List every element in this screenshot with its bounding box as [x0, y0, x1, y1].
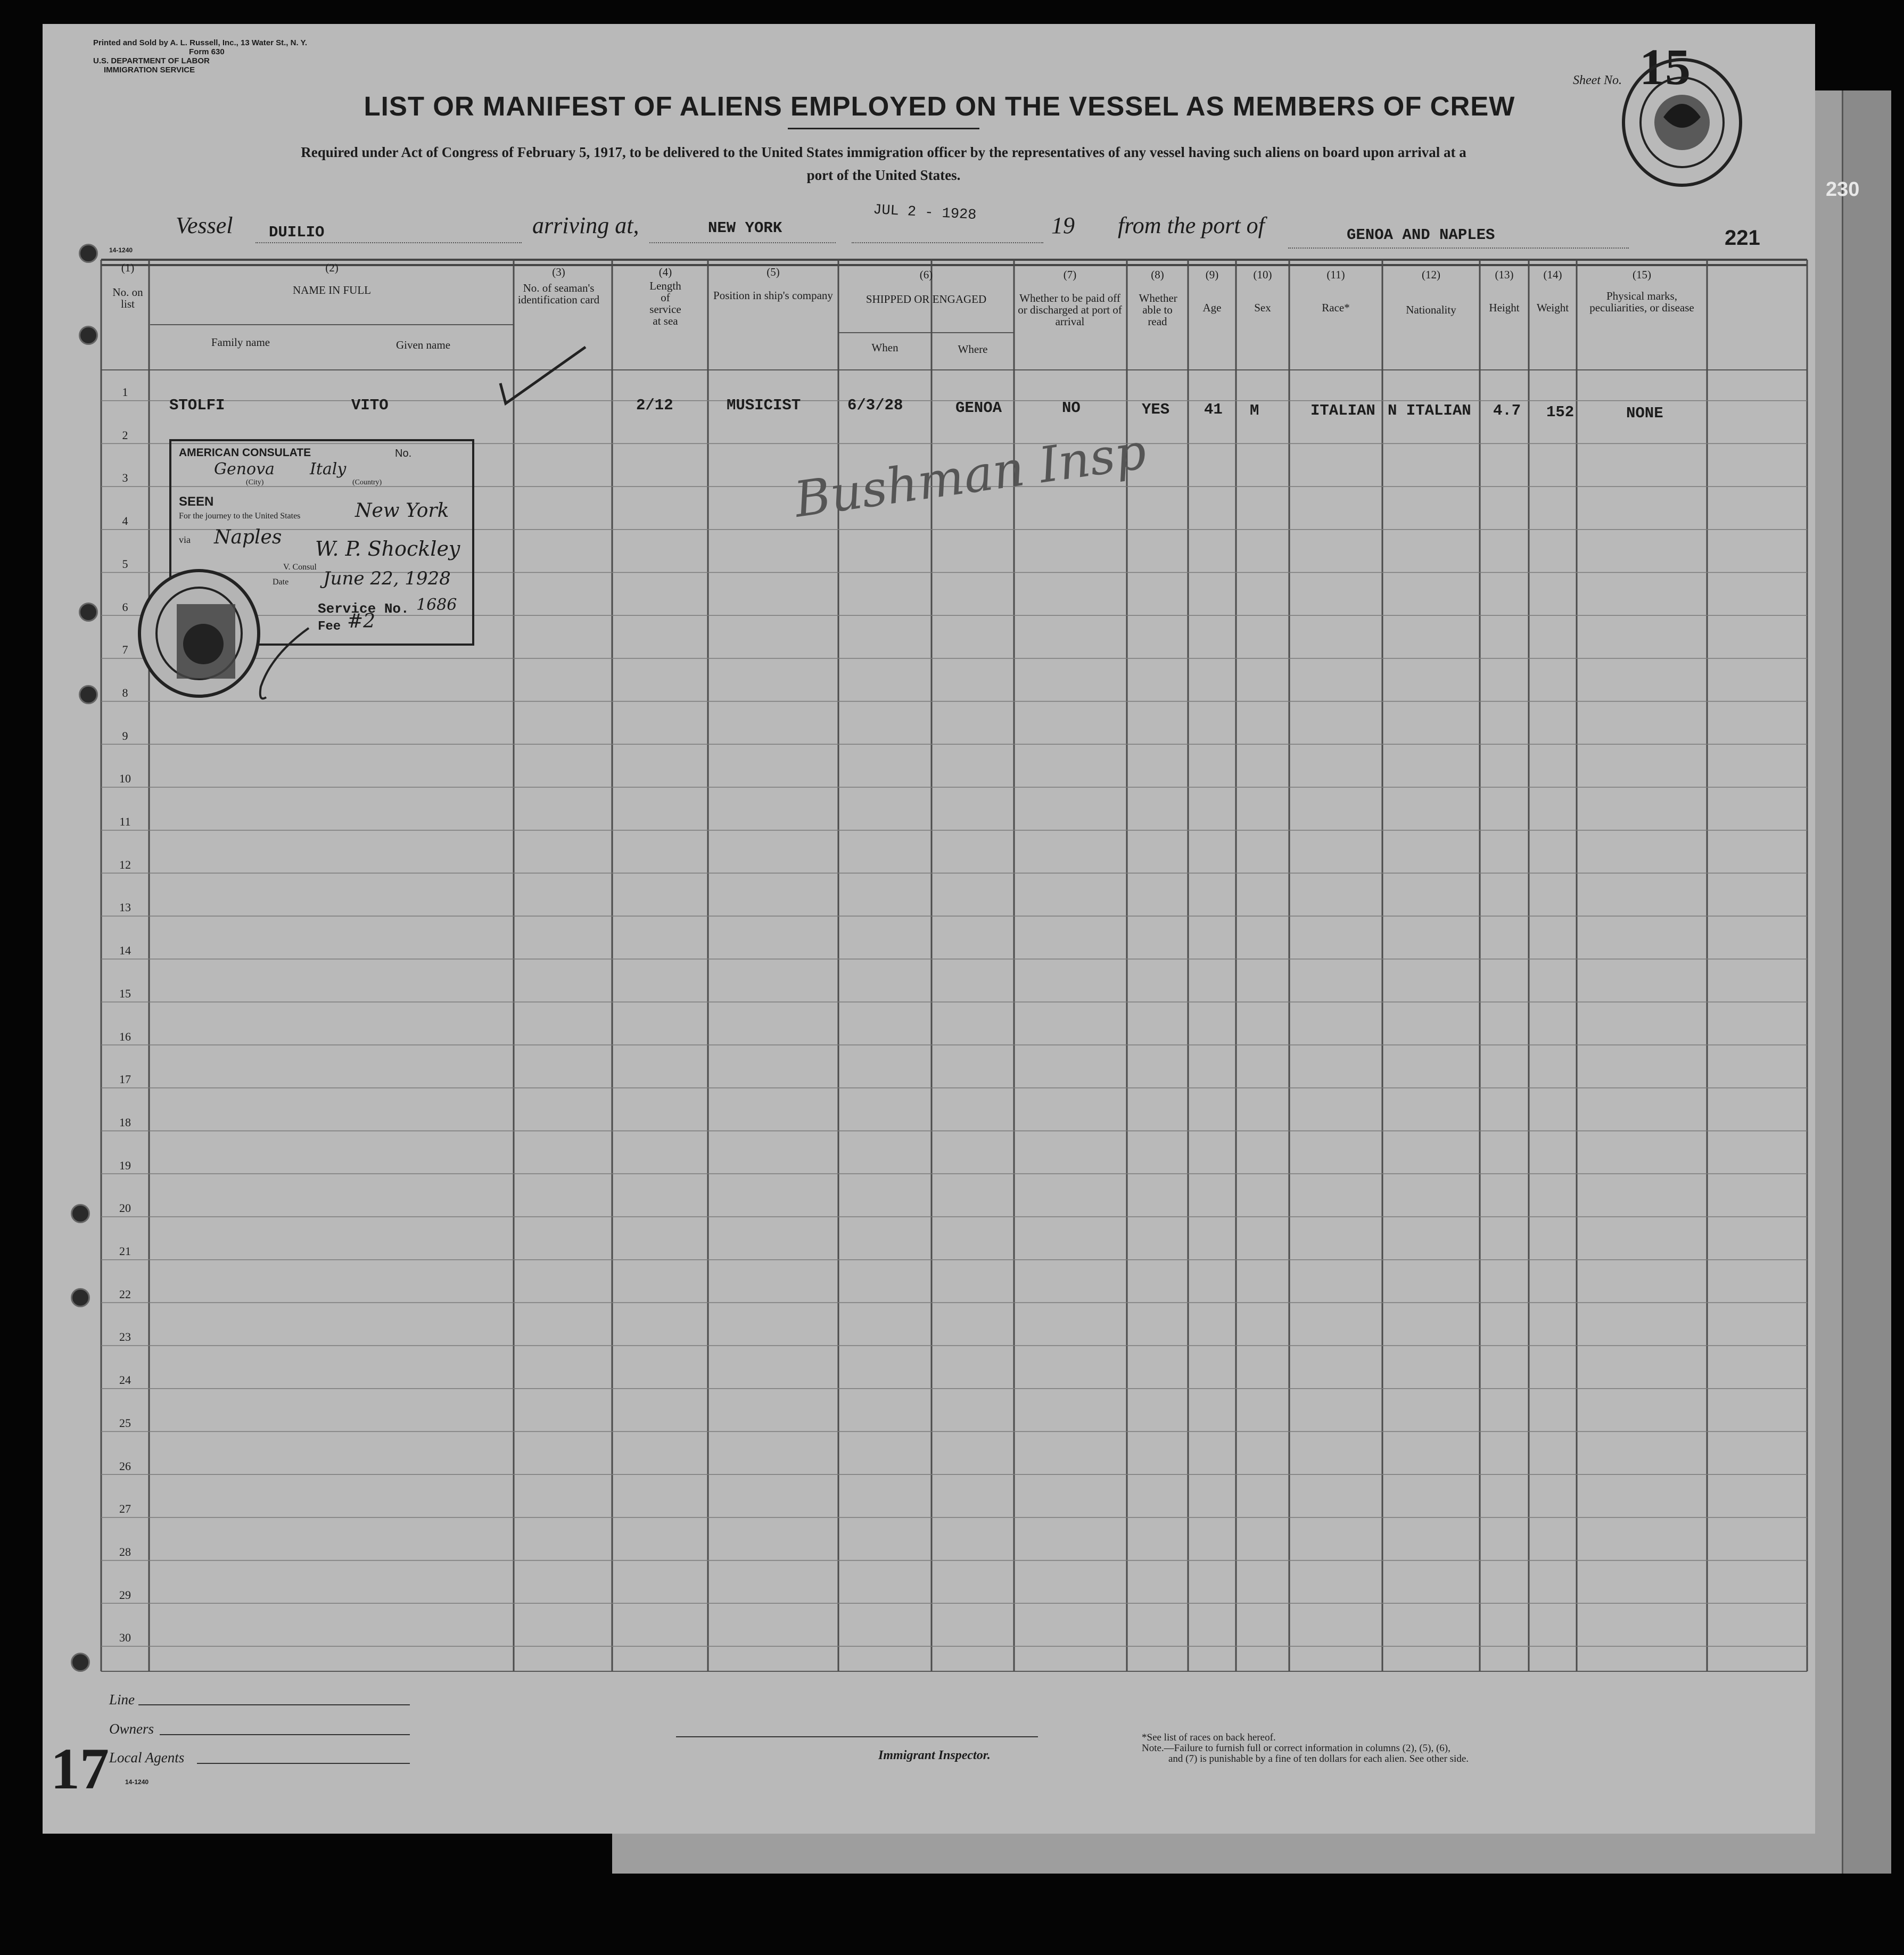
row-number: 21	[119, 1244, 131, 1258]
year-label: 19	[1051, 212, 1075, 238]
col-10-header	[1236, 269, 1289, 314]
binder-hole-icon	[71, 1653, 90, 1672]
row-number: 28	[119, 1545, 131, 1558]
stamp-no-label: No.	[395, 448, 412, 459]
col-when-header: When	[871, 341, 899, 354]
row-number: 19	[119, 1158, 131, 1172]
printer-line: Printed and Sold by A. L. Russell, Inc., 13 Water St., N. Y.	[93, 38, 308, 47]
col-7-header	[1014, 269, 1126, 327]
col-family-name-header: Family name	[211, 336, 270, 349]
binder-hole-icon	[71, 1288, 90, 1307]
row-number: 4	[122, 514, 128, 528]
col-7-label: Whether to be paid off or discharged at port of arrival	[1018, 292, 1122, 328]
subtitle-line-1: Required under Act of Congress of February 5, 1917, to be delivered to the United States immigration officer by the representatives of any vessel having such aliens on board upon arrival at a	[301, 144, 1466, 160]
col-5-header	[708, 266, 838, 301]
cell-age: 41	[1204, 401, 1223, 418]
binder-hole-icon	[79, 603, 98, 622]
footer-form-code: 14-1240	[125, 1778, 149, 1786]
footer-owners-rule	[160, 1734, 410, 1735]
inspector-label: Immigrant Inspector.	[878, 1748, 991, 1762]
side-number: 230	[1826, 178, 1860, 201]
cell-sex: M	[1250, 402, 1259, 419]
stamp-via: Naples	[214, 526, 282, 548]
cell-where: GENOA	[955, 399, 1002, 417]
stamp-title: V. Consul	[283, 563, 317, 572]
cell-family-name: STOLFI	[169, 397, 225, 414]
footer-line-label: Line	[109, 1692, 135, 1707]
manifest-title: LIST OR MANIFEST OF ALIENS EMPLOYED ON THE VESSEL AS MEMBERS OF CREW	[364, 91, 1515, 121]
stamp-country-label: (Country)	[352, 479, 382, 486]
col-12-label: Nationality	[1406, 303, 1456, 316]
col-11-number: (11)	[1326, 268, 1345, 281]
form-number: Form 630	[189, 47, 225, 56]
footer-note-races: *See list of races on back hereof.	[1142, 1732, 1276, 1743]
col-6-label: SHIPPED OR ENGAGED	[866, 293, 987, 306]
row-number: 18	[119, 1115, 131, 1129]
cell-nationality: N ITALIAN	[1388, 402, 1471, 419]
col-8-header	[1127, 269, 1188, 327]
col-3-header	[515, 266, 603, 306]
sheet-label: Sheet No.	[1573, 73, 1622, 87]
cell-paid-off: NO	[1062, 399, 1081, 417]
col-where-header: Where	[958, 343, 988, 356]
stamp-header: AMERICAN CONSULATE	[179, 447, 311, 459]
col-5-label: Position in ship's company	[713, 289, 833, 302]
binder-hole-icon	[79, 685, 98, 704]
col-8-number: (8)	[1151, 268, 1164, 281]
arriving-label: arriving at,	[532, 212, 639, 238]
row-number: 3	[122, 471, 128, 485]
row-number: 5	[122, 557, 128, 571]
stamp-destination: New York	[355, 500, 449, 522]
right-number: 221	[1725, 226, 1760, 250]
cell-weight: 152	[1546, 403, 1575, 421]
cell-marks: NONE	[1626, 405, 1663, 422]
service-line: IMMIGRATION SERVICE	[104, 65, 195, 75]
col-11-label: Race*	[1322, 301, 1350, 314]
binder-hole-icon	[79, 244, 98, 263]
stamp-service-no: 1686	[416, 596, 457, 614]
row-number: 27	[119, 1502, 131, 1516]
col-9-number: (9)	[1205, 268, 1219, 281]
department-line: U.S. DEPARTMENT OF LABOR	[93, 56, 210, 65]
col-10-number: (10)	[1253, 268, 1272, 281]
row-number: 14	[119, 944, 131, 958]
col-15-header	[1577, 269, 1707, 314]
col-13-number: (13)	[1495, 268, 1514, 281]
footer-line-rule	[138, 1704, 410, 1705]
col-9-label: Age	[1202, 301, 1222, 314]
col-1-label: No. on list	[112, 286, 143, 310]
row-number: 26	[119, 1459, 131, 1473]
col-12-number: (12)	[1422, 268, 1440, 281]
stamp-city: Genova	[214, 460, 275, 479]
col-3-number: (3)	[552, 266, 565, 278]
row-number: 2	[122, 428, 128, 442]
row-number: 20	[119, 1201, 131, 1215]
from-port: GENOA AND NAPLES	[1347, 226, 1495, 244]
stamp-journey-label: For the journey to the United States	[179, 512, 301, 521]
cell-height: 4.7	[1493, 402, 1521, 419]
stamp-signature: W. P. Shockley	[315, 537, 460, 560]
col-given-name-header: Given name	[395, 339, 451, 351]
footer-page-number: 17	[51, 1736, 109, 1801]
footer-owners-label: Owners	[109, 1721, 154, 1737]
col-14-label: Weight	[1536, 301, 1569, 314]
binder-hole-icon	[79, 326, 98, 345]
cell-when: 6/3/28	[847, 397, 903, 414]
row-number: 30	[119, 1631, 131, 1645]
col-6-header	[838, 269, 1014, 305]
row-number: 29	[119, 1588, 131, 1602]
row-number: 7	[122, 643, 128, 657]
row-number: 17	[119, 1073, 131, 1086]
col-15-number: (15)	[1633, 268, 1651, 281]
col-13-header	[1480, 269, 1529, 314]
cell-length-service: 2/12	[636, 397, 673, 414]
cell-able-to-read: YES	[1142, 401, 1170, 418]
col-5-number: (5)	[766, 266, 780, 278]
cell-race: ITALIAN	[1310, 402, 1375, 419]
row-number: 8	[122, 686, 128, 699]
row-number: 11	[119, 815, 131, 828]
row-number: 9	[122, 729, 128, 743]
col-2-number: (2)	[325, 261, 339, 274]
check-mark	[495, 341, 591, 410]
col-15-label: Physical marks, peculiarities, or disease	[1589, 290, 1694, 314]
vessel-label: Vessel	[176, 212, 233, 238]
row-number: 24	[119, 1373, 131, 1387]
stamp-fee-label: Fee	[318, 620, 341, 634]
stamp-via-label: via	[179, 534, 191, 545]
cell-position: MUSICIST	[727, 397, 801, 414]
col-4-header	[612, 266, 719, 327]
row-number: 15	[119, 986, 131, 1000]
row-number: 23	[119, 1330, 131, 1344]
col-2-label: NAME IN FULL	[293, 284, 371, 296]
row-number: 25	[119, 1416, 131, 1430]
col-4-number: (4)	[658, 266, 672, 278]
consulate-round-seal	[134, 564, 265, 703]
stamp-fee: #2	[347, 611, 376, 632]
stamp-country: Italy	[310, 460, 347, 479]
col-12-header	[1382, 269, 1480, 316]
col-2-header	[150, 262, 514, 296]
col-14-header	[1529, 269, 1577, 314]
row-number: 6	[122, 600, 128, 614]
arriving-port: NEW YORK	[708, 219, 782, 237]
inspector-signature-rule	[676, 1736, 1038, 1737]
col-14-number: (14)	[1543, 268, 1562, 281]
col-7-number: (7)	[1063, 268, 1077, 281]
stamp-date: June 22, 1928	[323, 568, 451, 589]
row-number: 22	[119, 1287, 131, 1301]
stamp-date-label: Date	[273, 578, 289, 587]
stamp-city-label: (City)	[246, 479, 264, 486]
col-13-label: Height	[1489, 301, 1520, 314]
col-4-label: Length of service at sea	[649, 279, 681, 327]
stamp-seen: SEEN	[179, 494, 214, 509]
cell-given-name: VITO	[351, 397, 389, 414]
col-6-number: (6)	[919, 268, 933, 281]
row-number: 10	[119, 772, 131, 786]
footer-note-failure: Note.—Failure to furnish full or correct information in columns (2), (5), (6),	[1142, 1743, 1450, 1754]
footer-notes	[1142, 1733, 1469, 1764]
subtitle-line-2: port of the United States.	[806, 167, 961, 183]
row-number: 12	[119, 857, 131, 871]
form-code-top: 14-1240	[109, 246, 133, 254]
row-number: 16	[119, 1029, 131, 1043]
binder-hole-icon	[71, 1204, 90, 1223]
signature-flourish	[250, 623, 314, 708]
row-number: 1	[122, 385, 128, 399]
col-10-label: Sex	[1254, 301, 1271, 314]
row-number: 13	[119, 901, 131, 914]
sheet-number: 15	[1639, 38, 1691, 95]
footer-note-fine: and (7) is punishable by a fine of ten dollars for each alien. See other side.	[1168, 1753, 1469, 1764]
inspector-annotation: Bushman Insp	[790, 423, 1150, 529]
from-port-label: from the port of	[1118, 212, 1265, 238]
vessel-name: DUILIO	[269, 224, 325, 241]
col-11-header	[1289, 269, 1382, 314]
stamp-service-no-label: Service No.	[318, 601, 409, 617]
col-3-label: No. of seaman's identification card	[517, 282, 600, 306]
footer-agents-label: Local Agents	[109, 1750, 185, 1766]
col-1-header	[106, 262, 149, 310]
col-1-number: (1)	[121, 261, 135, 274]
col-8-label: Whether able to read	[1139, 292, 1177, 328]
footer-agents-rule	[197, 1763, 410, 1764]
date-stamp: JUL 2 - 1928	[872, 202, 977, 224]
col-9-header	[1188, 269, 1236, 314]
